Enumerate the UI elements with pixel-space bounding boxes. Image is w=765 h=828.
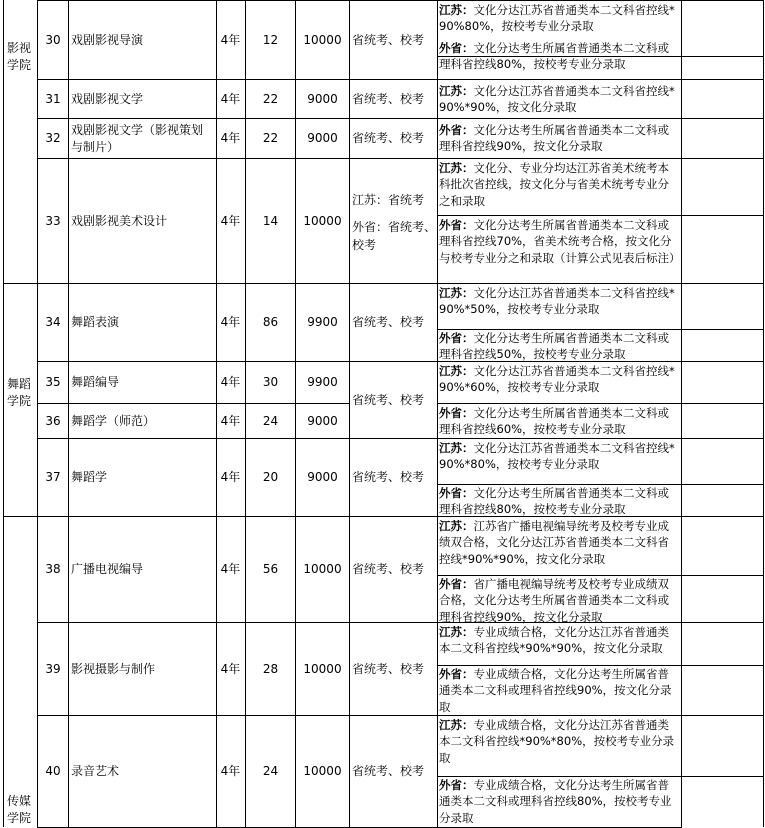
study-years: 4年: [220, 562, 241, 576]
rule-text: 专业成绩合格，文化分达考生所属省普通类本二文科或理科省控线90%，按文化分录取: [439, 667, 672, 714]
rule-province-label: 外省：: [439, 406, 474, 420]
enrollment-plan: 22: [262, 91, 279, 106]
grid-line-h: [437, 715, 764, 716]
rule-jiangsu: [439, 440, 679, 473]
major-name: 广播电视编导: [71, 562, 144, 576]
study-years: 4年: [220, 375, 241, 389]
study-years: 4年: [220, 131, 241, 145]
study-years: 4年: [220, 764, 241, 778]
rule-province-label: 外省：: [439, 667, 474, 681]
enrollment-plan: 24: [262, 413, 279, 428]
major-name: 舞蹈学: [71, 470, 108, 484]
study-years: 4年: [220, 91, 241, 106]
major-name: 舞蹈学（师范）: [71, 413, 156, 428]
tuition-fee: 9000: [307, 470, 338, 484]
rule-other-provinces: [439, 576, 679, 625]
enrollment-plan: 86: [262, 315, 279, 329]
grid-line-h: [437, 79, 764, 80]
exam-type: 省统考、校考: [352, 562, 425, 576]
enrollment-plan: 24: [262, 764, 279, 778]
rule-jiangsu: [439, 363, 679, 396]
grid-line-h: [437, 403, 764, 404]
rule-text: 文化分达江苏省普通类本二文科省控线*90%80%，按校考专业分录取: [439, 3, 675, 34]
rule-other-provinces: [439, 40, 679, 73]
exam-type-jiangsu: 江苏：省统考: [352, 193, 425, 207]
enrollment-plan: 22: [262, 131, 279, 145]
tuition-fee: 10000: [303, 213, 342, 228]
grid-line-h: [437, 158, 764, 159]
rule-province-label: 江苏：: [439, 519, 474, 533]
exam-type: 省统考、校考: [352, 91, 425, 106]
enrollment-plan: 28: [262, 661, 279, 676]
enrollment-plan: 30: [262, 375, 279, 389]
grid-line-h: [3, 516, 38, 517]
rule-province-label: 外省：: [439, 778, 474, 792]
study-years: 4年: [220, 213, 241, 228]
enrollment-plan: 14: [262, 213, 279, 228]
major-number: 38: [45, 562, 61, 576]
grid-line-h: [681, 0, 764, 1]
enrollment-plan: 56: [262, 562, 279, 576]
grid-line-v: [681, 0, 682, 827]
study-years: 4年: [220, 315, 241, 329]
grid-line-v: [349, 0, 350, 827]
major-number: 35: [45, 375, 61, 389]
grid-line-v: [68, 0, 69, 827]
rule-other-provinces: [439, 666, 679, 715]
rule-text: 文化分达考生所属省普通类本二文科或理科省控线70%，省美术统考合格，按文化分与校考专业分之和录取（计算公式见表后标注）: [439, 218, 681, 265]
enrollment-plan: 20: [262, 470, 279, 484]
rule-text: 文化分达江苏省普通类本二文科省控线*90%*90%，按文化分录取: [439, 84, 675, 115]
rule-text: 专业成绩合格，文化分达江苏省普通类本二文科省控线*90%*90%，按文化分录取: [439, 625, 669, 656]
major-number: 40: [45, 764, 61, 778]
major-number: 37: [45, 470, 61, 484]
rule-text: 文化分达考生所属省普通类本二文科或理科省控线80%，按校考专业分录取: [439, 41, 669, 72]
major-name: 影视摄影与制作: [71, 661, 156, 676]
grid-line-h: [3, 283, 38, 284]
exam-type: 省统考、校考: [352, 131, 425, 145]
exam-type: 省统考、校考: [352, 661, 425, 676]
grid-line-h: [437, 283, 764, 284]
rule-province-label: 江苏：: [439, 161, 474, 175]
rule-other-provinces: [439, 122, 679, 155]
study-years: 4年: [220, 32, 241, 47]
major-number: 39: [45, 661, 61, 676]
enrollment-plan: 12: [262, 32, 279, 47]
rule-text: 文化分、专业分均达江苏省美术统考本科批次省控线，按文化分与省美术统考专业分之和录取: [439, 161, 669, 208]
college-label-dance: 舞蹈 学院: [7, 377, 32, 408]
tuition-fee: 9900: [307, 315, 338, 329]
rule-province-label: 外省：: [439, 41, 474, 55]
rule-text: 省广播电视编导统考及校考专业成绩双合格，文化分达考生所属省普通类本二文科或理科省控线90%，按文化分录取: [439, 577, 669, 624]
rule-province-label: 外省：: [439, 123, 474, 137]
exam-type: 省统考、校考: [352, 32, 425, 47]
rule-other-provinces: [439, 330, 679, 363]
rule-jiangsu: [439, 518, 679, 567]
rule-other-provinces: [439, 217, 679, 266]
tuition-fee: 10000: [303, 661, 342, 676]
rule-province-label: 外省：: [439, 331, 474, 345]
grid-line-v: [763, 0, 764, 827]
rule-province-label: 江苏：: [439, 84, 474, 98]
rule-jiangsu: [439, 285, 679, 318]
major-number: 34: [45, 315, 61, 329]
rule-text: 专业成绩合格，文化分达考生所属省普通类本二文科或理科省控线80%，按校考专业分录取: [439, 778, 672, 825]
rule-province-label: 江苏：: [439, 718, 474, 732]
rule-province-label: 江苏：: [439, 441, 474, 455]
college-label-film: 影视 学院: [7, 41, 32, 72]
tuition-fee: 10000: [303, 764, 342, 778]
exam-type: 省统考、校考: [352, 470, 425, 484]
study-years: 4年: [220, 661, 241, 676]
grid-line-v: [3, 0, 4, 827]
major-name: 戏剧影视美术设计: [71, 213, 168, 228]
grid-line-h: [437, 118, 764, 119]
rule-province-label: 江苏：: [439, 286, 474, 300]
major-number: 33: [45, 213, 61, 228]
major-name: 舞蹈表演: [71, 315, 120, 329]
rule-province-label: 外省：: [439, 577, 474, 591]
rule-text: 文化分达考生所属省普通类本二文科或理科省控线90%，按文化分录取: [439, 123, 669, 154]
major-name: 录音艺术: [71, 764, 120, 778]
study-years: 4年: [220, 413, 241, 428]
major-name: 舞蹈编导: [71, 375, 120, 389]
rule-text: 文化分达江苏省普通类本二文科省控线*90%*80%，按校考专业分录取: [439, 441, 675, 472]
rule-province-label: 外省：: [439, 218, 474, 232]
tuition-fee: 9000: [307, 91, 338, 106]
rule-jiangsu: [439, 717, 679, 766]
rule-text: 文化分达江苏省普通类本二文科省控线*90%*60%，按校考专业分录取: [439, 364, 675, 395]
grid-line-h: [437, 215, 764, 216]
tuition-fee: 9000: [307, 131, 338, 145]
rule-other-provinces: [439, 777, 679, 826]
major-name: 戏剧影视文学（影视策划与制片）: [71, 123, 204, 154]
major-number: 32: [45, 131, 61, 145]
exam-type-other: 外省：省统考、校考: [352, 220, 437, 252]
major-number: 30: [45, 32, 61, 47]
tuition-fee: 9900: [307, 375, 338, 389]
college-label-media: 传媒 学院: [7, 794, 32, 825]
exam-type: 省统考、校考: [352, 764, 425, 778]
grid-line-v: [437, 0, 438, 827]
rule-province-label: 江苏：: [439, 3, 474, 17]
rule-text: 文化分达考生所属省普通类本二文科或理科省控线60%，按校考专业分录取: [439, 406, 669, 437]
rule-province-label: 外省：: [439, 486, 474, 500]
rule-text: 专业成绩合格，文化分达江苏省普通类本二文科省控线*90%*80%，按校考专业分录取: [439, 718, 675, 765]
tuition-fee: 9000: [307, 413, 338, 428]
tuition-fee: 10000: [303, 32, 342, 47]
rule-text: 文化分达考生所属省普通类本二文科或理科省控线50%，按校考专业分录取: [439, 331, 669, 362]
rule-jiangsu: [439, 160, 679, 209]
major-number: 36: [45, 413, 61, 428]
exam-type: 省统考、校考: [352, 393, 425, 407]
study-years: 4年: [220, 470, 241, 484]
rule-jiangsu: [439, 2, 679, 35]
rule-jiangsu: [439, 624, 679, 657]
rule-text: 江苏省广播电视编导统考及校考专业成绩双合格，文化分达江苏省普通类本二文科省控线*90%*90%，按文化分录取: [439, 519, 669, 566]
rule-other-provinces: [439, 485, 679, 518]
rule-province-label: 江苏：: [439, 364, 474, 378]
rule-jiangsu: [439, 83, 679, 116]
grid-line-h: [37, 0, 682, 1]
tuition-fee: 10000: [303, 562, 342, 576]
grid-line-h: [437, 438, 764, 439]
major-number: 31: [45, 91, 61, 106]
major-name: 戏剧影视导演: [71, 32, 144, 47]
rule-text: 文化分达江苏省普通类本二文科省控线*90%*50%，按校考专业分录取: [439, 286, 675, 317]
major-name: 戏剧影视文学: [71, 91, 144, 106]
rule-text: 文化分达考生所属省普通类本二文科或理科省控线80%，按校考专业分录取: [439, 486, 669, 517]
rule-province-label: 江苏：: [439, 625, 474, 639]
exam-type: 省统考、校考: [352, 315, 425, 329]
rule-other-provinces: [439, 405, 679, 438]
